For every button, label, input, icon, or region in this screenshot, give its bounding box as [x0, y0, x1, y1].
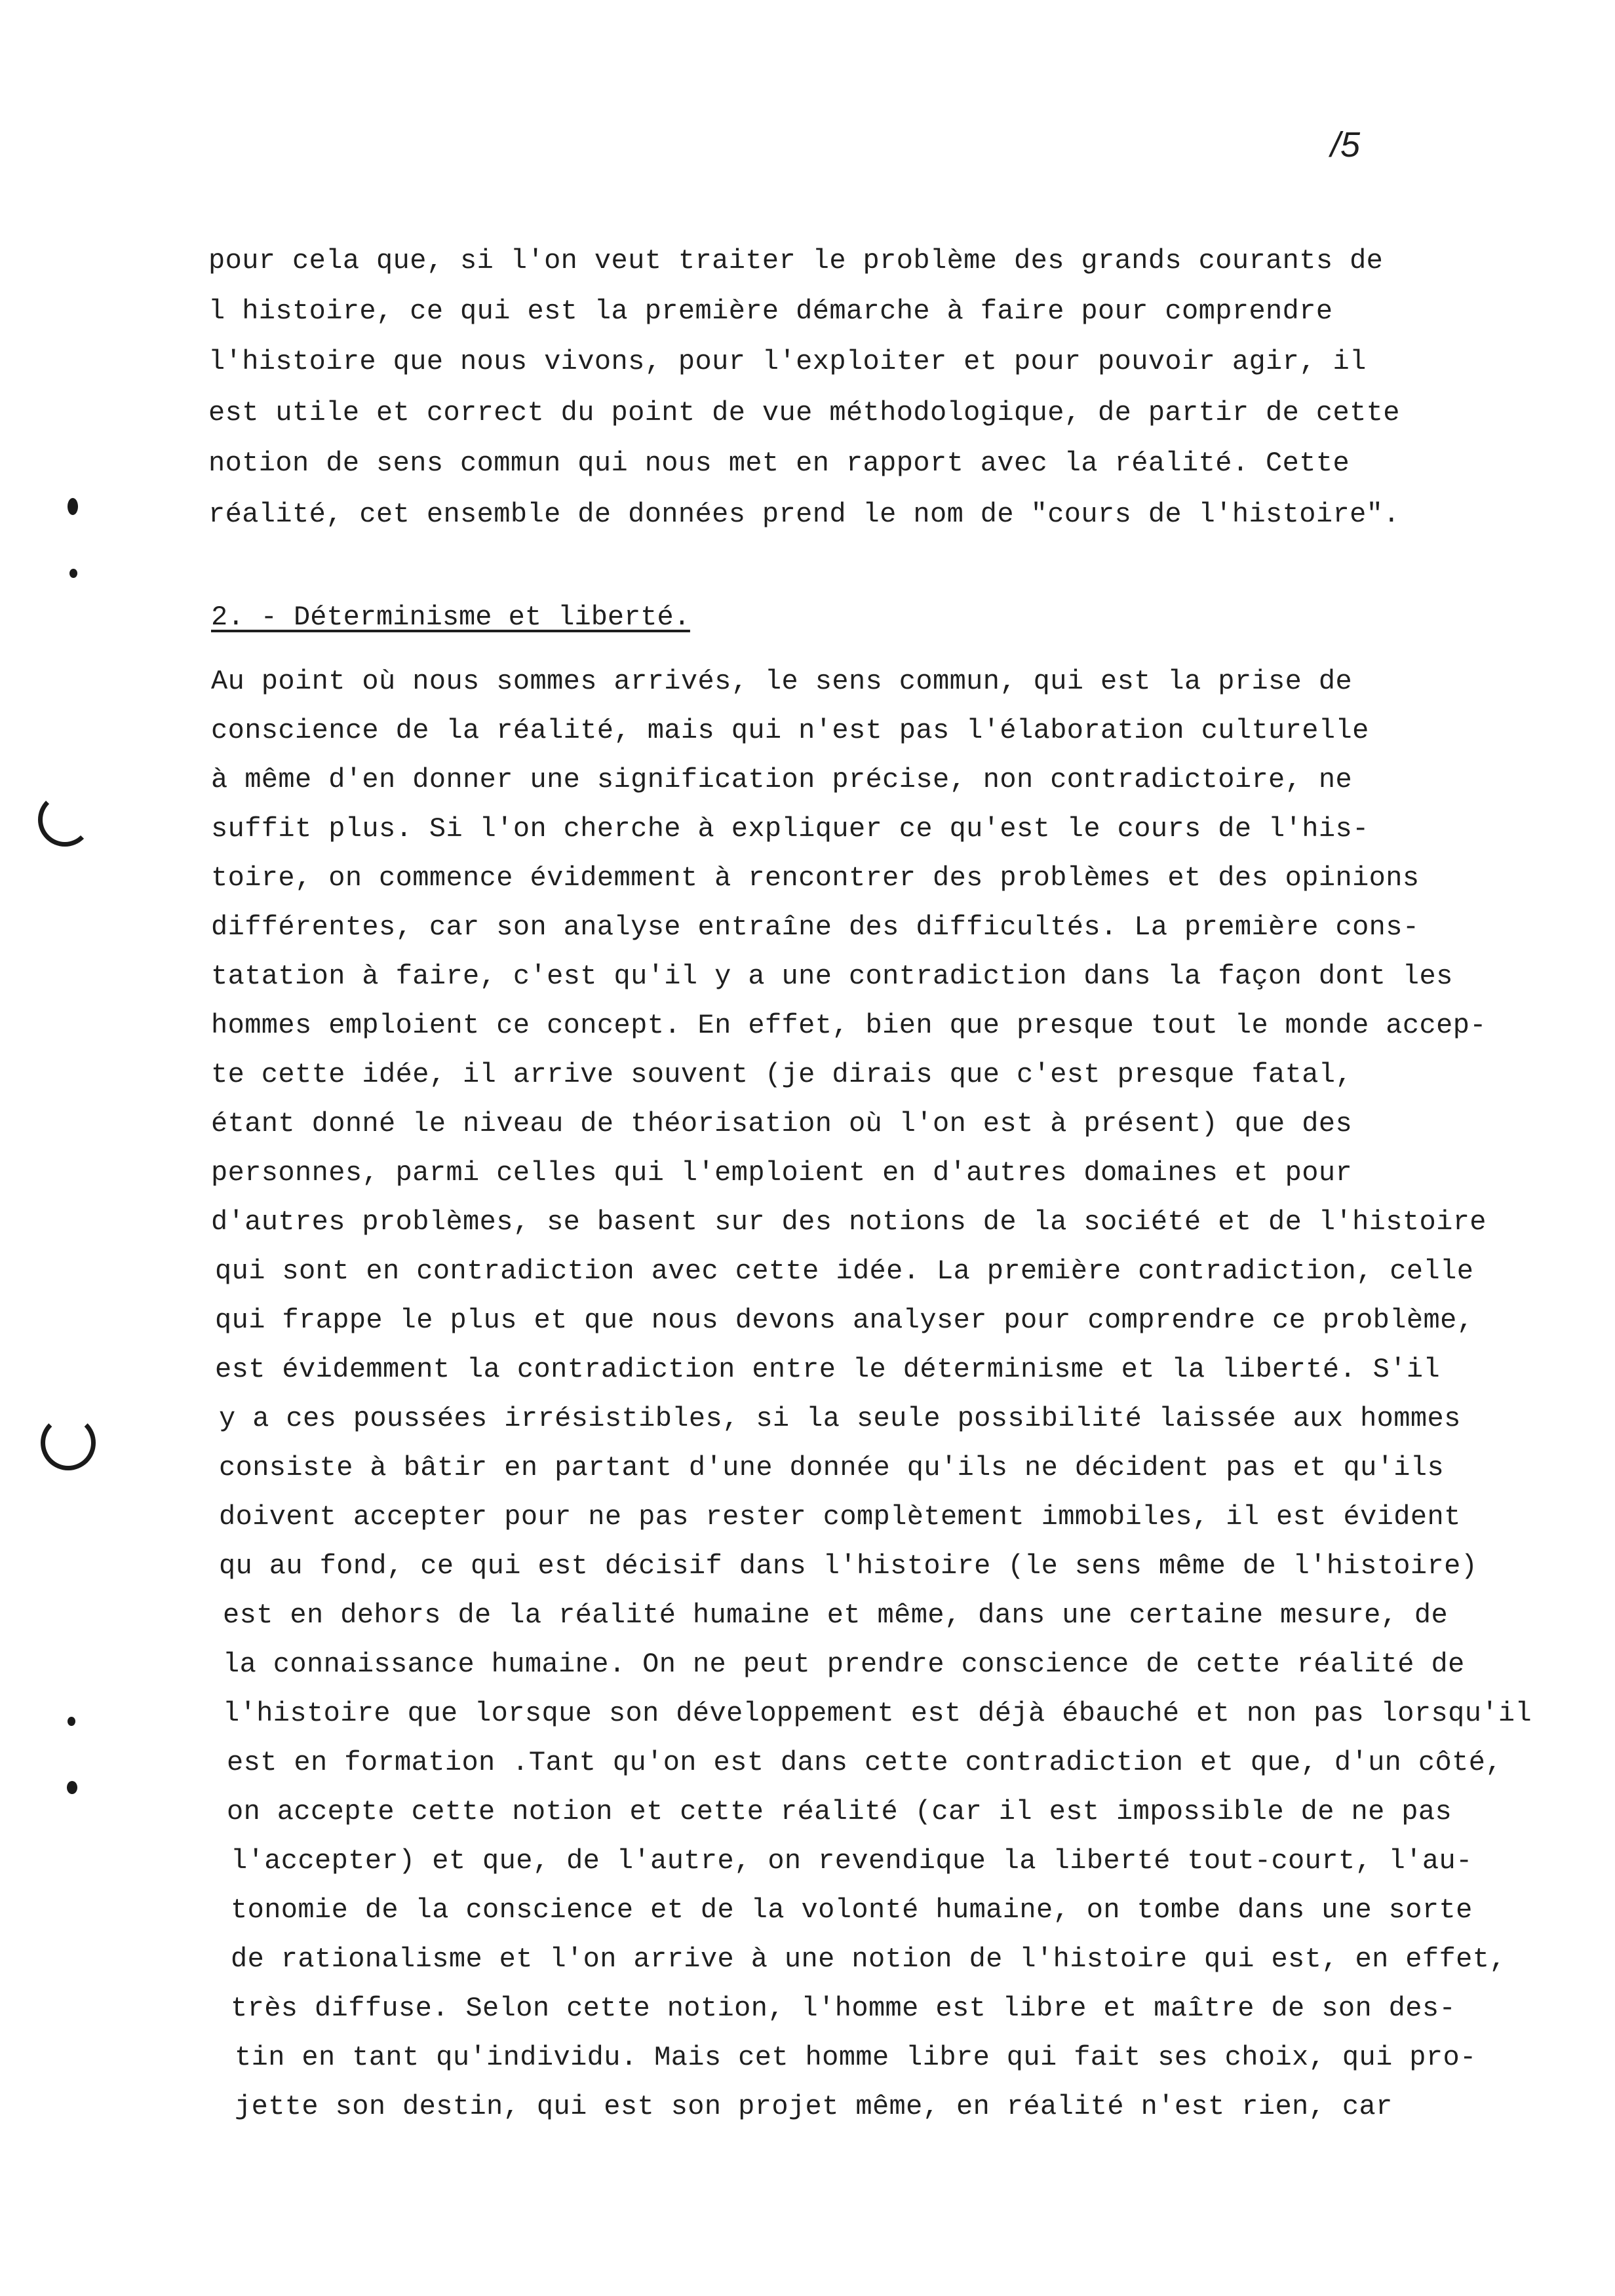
text-line: réalité, cet ensemble de données prend le nom de "cours de l'histoire".: [208, 499, 1400, 530]
text-line: à même d'en donner une signification précise, non contradictoire, ne: [211, 764, 1353, 795]
text-line: est évidemment la contradiction entre le déterminisme et la liberté. S'il: [215, 1354, 1441, 1385]
section-heading: 2. - Déterminisme et liberté.: [211, 602, 690, 633]
binder-dot-mark: [68, 498, 78, 515]
text-line: très diffuse. Selon cette notion, l'homme est libre et maître de son des-: [231, 1993, 1456, 2024]
text-line: Au point où nous sommes arrivés, le sens commun, qui est la prise de: [211, 666, 1353, 697]
text-line: est en dehors de la réalité humaine et même, dans une certaine mesure, de: [223, 1599, 1449, 1631]
text-line: tonomie de la conscience et de la volonté humaine, on tombe dans une sorte: [231, 1894, 1473, 1926]
text-line: l'accepter) et que, de l'autre, on revendique la liberté tout-court, l'au-: [231, 1845, 1473, 1877]
binder-dot-mark: [69, 569, 77, 578]
text-line: conscience de la réalité, mais qui n'est pas l'élaboration culturelle: [211, 715, 1369, 746]
text-line: personnes, parmi celles qui l'emploient en d'autres domaines et pour: [211, 1157, 1353, 1189]
text-line: est utile et correct du point de vue méthodologique, de partir de cette: [208, 397, 1400, 429]
text-line: est en formation .Tant qu'on est dans cette contradiction et que, d'un côté,: [227, 1747, 1502, 1778]
punch-hole-mark: [38, 793, 92, 847]
text-line: suffit plus. Si l'on cherche à expliquer ce qu'est le cours de l'his-: [211, 813, 1369, 845]
text-line: hommes emploient ce concept. En effet, bien que presque tout le monde accep-: [211, 1010, 1487, 1041]
text-line: toire, on commence évidemment à rencontrer des problèmes et des opinions: [211, 862, 1420, 894]
text-line: doivent accepter pour ne pas rester complètement immobiles, il est évident: [219, 1501, 1461, 1533]
page-number: /5: [1331, 125, 1361, 164]
text-line: l'histoire que nous vivons, pour l'exploiter et pour pouvoir agir, il: [208, 346, 1367, 377]
text-line: te cette idée, il arrive souvent (je dirais que c'est presque fatal,: [211, 1059, 1353, 1090]
text-line: tin en tant qu'individu. Mais cet homme libre qui fait ses choix, qui pro-: [235, 2042, 1477, 2073]
text-line: qui frappe le plus et que nous devons analyser pour comprendre ce problème,: [215, 1305, 1474, 1336]
text-line: on accepte cette notion et cette réalité (car il est impossible de ne pas: [227, 1796, 1452, 1827]
text-line: consiste à bâtir en partant d'une donnée qu'ils ne décident pas et qu'ils: [219, 1452, 1445, 1483]
text-line: l'histoire que lorsque son développement est déjà ébauché et non pas lorsqu'il: [223, 1698, 1532, 1729]
text-line: l histoire, ce qui est la première démarche à faire pour comprendre: [208, 296, 1333, 327]
text-line: y a ces poussées irrésistibles, si la seule possibilité laissée aux hommes: [219, 1403, 1461, 1434]
text-line: pour cela que, si l'on veut traiter le problème des grands courants de: [208, 245, 1384, 277]
binder-dot-mark: [67, 1781, 77, 1794]
text-line: la connaissance humaine. On ne peut prendre conscience de cette réalité de: [223, 1649, 1465, 1680]
binder-dot-mark: [68, 1717, 75, 1726]
text-line: jette son destin, qui est son projet même, en réalité n'est rien, car: [235, 2091, 1393, 2122]
text-line: tatation à faire, c'est qu'il y a une contradiction dans la façon dont les: [211, 961, 1453, 992]
text-line: qu au fond, ce qui est décisif dans l'histoire (le sens même de l'histoire): [219, 1550, 1478, 1582]
text-line: notion de sens commun qui nous met en rapport avec la réalité. Cette: [208, 448, 1350, 479]
text-line: étant donné le niveau de théorisation où l'on est à présent) que des: [211, 1108, 1353, 1139]
punch-hole-mark: [41, 1415, 96, 1470]
text-line: qui sont en contradiction avec cette idée. La première contradiction, celle: [215, 1255, 1474, 1287]
text-line: d'autres problèmes, se basent sur des notions de la société et de l'histoire: [211, 1206, 1487, 1238]
text-line: de rationalisme et l'on arrive à une notion de l'histoire qui est, en effet,: [231, 1943, 1506, 1975]
text-line: différentes, car son analyse entraîne des difficultés. La première cons-: [211, 911, 1420, 943]
